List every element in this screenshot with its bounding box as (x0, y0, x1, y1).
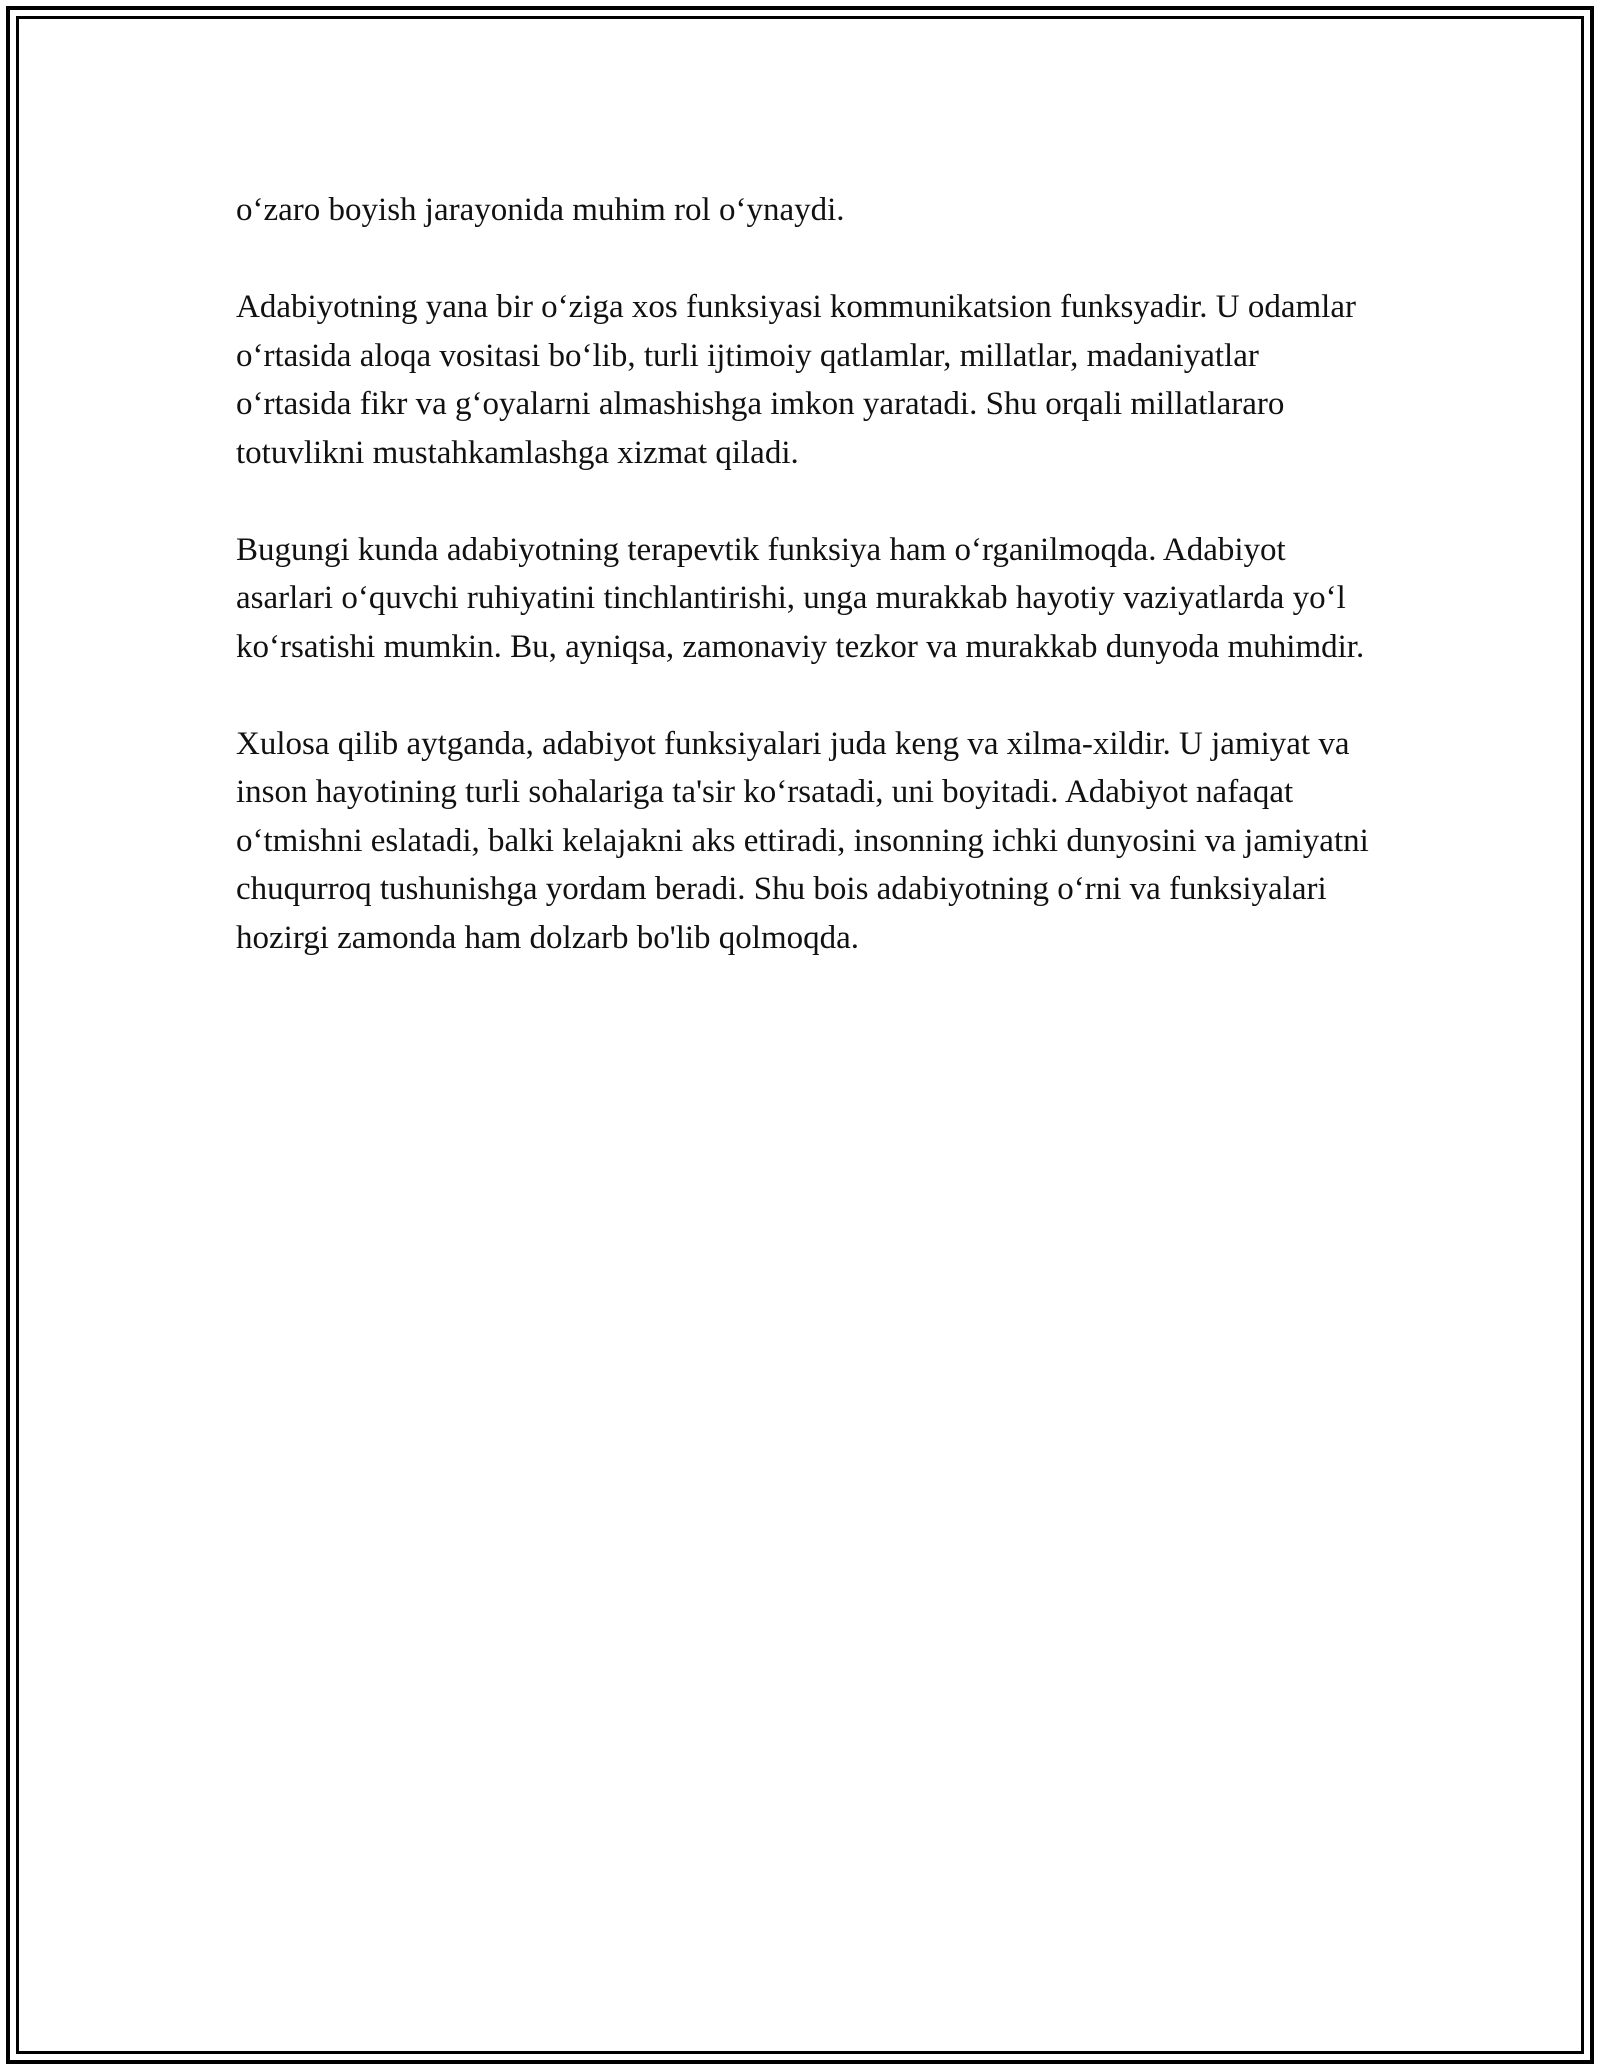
document-body (236, 186, 1376, 1011)
paragraph-1: o‘zaro boyish jarayonida muhim rol o‘ynaydi. (236, 192, 845, 228)
paragraph-2: Adabiyotning yana bir o‘ziga xos funksiyasi kommunikatsion funksyadir. U odamlar o‘rtasida aloqa vositasi bo‘lib, turli ijtimoiy qatlamlar, millatlar, madaniyatlar o‘rtasida fikr va g‘oyalarni almashishga imkon yaratadi. Shu orqali millatlararo totuvlikni mustahkamlashga xizmat qiladi. (236, 289, 1356, 471)
paragraph-3: Bugungi kunda adabiyotning terapevtik funksiya ham o‘rganilmoqda. Adabiyot asarlari o‘quvchi ruhiyatini tinchlantirishi, unga murakkab hayotiy vaziyatlarda yo‘l ko‘rsatishi mumkin. Bu, ayniqsa, zamonaviy tezkor va murakkab dunyoda muhimdir. (236, 531, 1365, 665)
paragraph-4: Xulosa qilib aytganda, adabiyot funksiyalari juda keng va xilma-xildir. U jamiyat va inson hayotining turli sohalariga ta'sir ko‘rsatadi, uni boyitadi. Adabiyot nafaqat o‘tmishni eslatadi, balki kelajakni aks ettiradi, insonning ichki dunyosini va jamiyatni chuqurroq tushunishga yordam beradi. Shu bois adabiyotning o‘rni va funksiyalari hozirgi zamonda ham dolzarb bo'lib qolmoqda. (236, 725, 1369, 956)
